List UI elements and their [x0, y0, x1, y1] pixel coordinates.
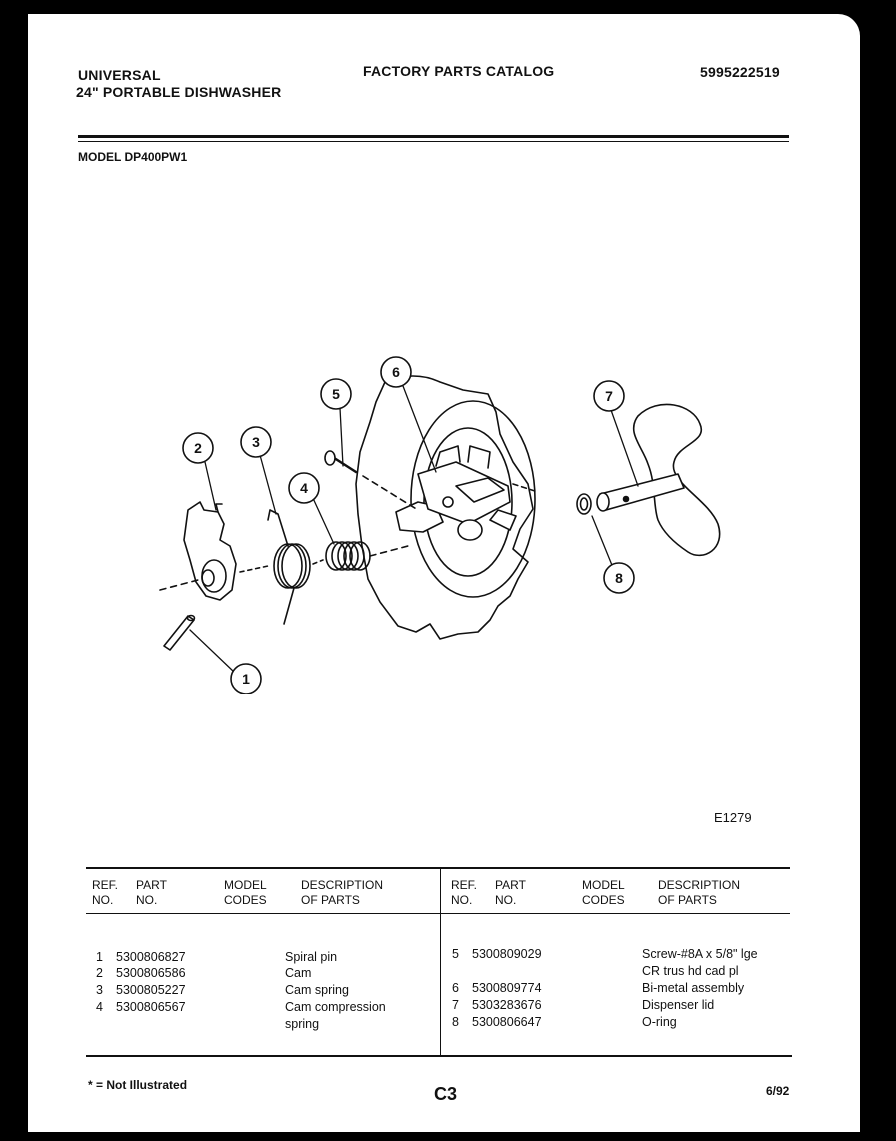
col-part-header-right: PART NO. [495, 878, 526, 907]
catalog-title: FACTORY PARTS CATALOG [363, 63, 555, 79]
col-part-header-left: PART NO. [136, 878, 167, 907]
table-bottom-rule [86, 1055, 792, 1057]
product-name: 24" PORTABLE DISHWASHER [76, 84, 282, 100]
table-top-rule [86, 867, 790, 869]
brand-name: UNIVERSAL [78, 67, 161, 83]
callout-2 [183, 433, 213, 463]
col-codes-header-left: MODEL CODES [224, 878, 267, 907]
svg-text:3: 3 [252, 434, 260, 450]
callout-6 [381, 357, 411, 387]
cam-drawing [160, 502, 268, 600]
model-label: MODEL [78, 150, 122, 164]
callout-1 [231, 664, 261, 694]
col-desc-header-left: DESCRIPTION OF PARTS [301, 878, 384, 907]
model-value: DP400PW1 [124, 150, 188, 164]
callout-3 [241, 427, 271, 457]
svg-text:6: 6 [392, 364, 400, 380]
callout-7 [594, 381, 624, 411]
table-header-rule [86, 913, 790, 914]
dispenser-lid-drawing [597, 404, 720, 555]
svg-text:7: 7 [605, 388, 613, 404]
spiral-pin-drawing [164, 616, 195, 651]
exploded-parts-diagram [118, 334, 738, 694]
col-desc-header-right: DESCRIPTION OF PARTS [658, 878, 741, 907]
model-line [78, 150, 187, 164]
footnote: * = Not Illustrated [88, 1078, 188, 1092]
callout-4 [289, 473, 319, 503]
bi-metal-assembly-drawing [356, 376, 538, 639]
svg-text:8: 8 [615, 570, 623, 586]
callout-8 [604, 563, 634, 593]
catalog-sheet: UNIVERSAL 24" PORTABLE DISHWASHER FACTORY PARTS CATALOG 5995222519 MODEL DP400PW1 1 2 3 4 5 6 7 8 E1279 REF. NO. PART NO. MODEL CODES DESCRIPTION OF PARTS REF. NO. PART NO. MODEL CODES DESCRIPTION OF PARTS 1 5300806827 Spiral pin 2 5300806586 Cam 3 5300805227 Cam spring 4 5300806567 Cam compression spring 5 5300809029 Screw-#8A x 5/8" lge CR trus hd cad pl 6 5300809774 Bi-metal assembly 7 5303283676 Dispenser lid 8 5300806647 O-ring * = Not Illustrated C3 6/92 [28, 14, 860, 1132]
table-center-divider [440, 867, 441, 1057]
col-codes-header-right: MODEL CODES [582, 878, 625, 907]
col-ref-header-left: REF. NO. [92, 878, 119, 907]
header-rule-thick [78, 135, 789, 138]
revision-date: 6/92 [766, 1084, 790, 1098]
header-rule-thin [78, 141, 789, 142]
col-ref-header-right: REF. NO. [451, 878, 478, 907]
svg-text:5: 5 [332, 386, 340, 402]
o-ring-drawing [577, 494, 591, 514]
svg-text:2: 2 [194, 440, 202, 456]
cam-spring-drawing [268, 510, 323, 624]
diagram-code: E1279 [714, 810, 752, 825]
page-number: C3 [434, 1084, 458, 1104]
svg-text:4: 4 [300, 480, 308, 496]
catalog-number: 5995222519 [700, 64, 780, 80]
callout-5 [321, 379, 351, 409]
svg-text:1: 1 [242, 671, 250, 687]
